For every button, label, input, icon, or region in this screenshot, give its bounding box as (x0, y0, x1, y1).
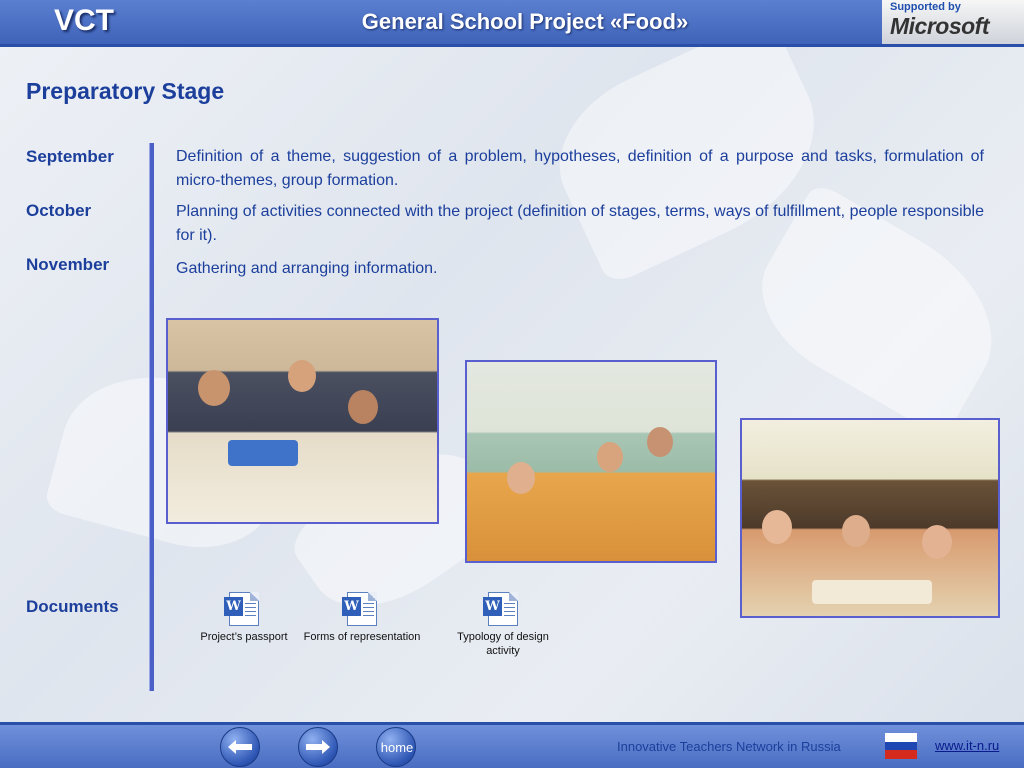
word-document-icon: W (347, 592, 377, 626)
document-label: Project’s passport (200, 631, 288, 643)
document-link-passport[interactable] (184, 592, 304, 644)
classroom-photo (465, 360, 717, 563)
network-name: Innovative Teachers Network in Russia (617, 739, 841, 754)
arrow-right-icon (306, 740, 330, 754)
section-title: Preparatory Stage (26, 78, 225, 104)
microsoft-badge (882, 0, 1024, 44)
stage-description: Planning of activities connected with the project (definition of stages, terms, ways of fulfillment, people responsible for it). (176, 203, 984, 244)
home-label: home (380, 740, 414, 755)
classroom-photo (166, 318, 439, 524)
blue-box (228, 440, 298, 466)
student-head (842, 515, 870, 547)
previous-button[interactable] (220, 727, 260, 767)
russian-flag-icon (885, 733, 917, 759)
student-head (762, 510, 792, 544)
documents-label: Documents (26, 597, 119, 616)
vct-logo: VCT (54, 4, 114, 37)
student-head (288, 360, 316, 392)
month-label: November (26, 255, 110, 274)
student-head (597, 442, 623, 472)
document-link-forms[interactable] (302, 592, 422, 644)
classroom-photo (740, 418, 1000, 618)
stage-description: Definition of a theme, suggestion of a problem, hypotheses, definition of a purpose and tasks, formulation of micro-themes, group formation. (176, 148, 984, 189)
student-head (647, 427, 673, 457)
word-document-icon: W (488, 592, 518, 626)
student-head (507, 462, 535, 494)
document-link-typology[interactable] (443, 592, 563, 658)
vertical-divider (149, 143, 154, 691)
microsoft-logo: Microsoft (890, 13, 989, 39)
footer-bar (0, 725, 1024, 768)
document-label: Forms of representation (303, 631, 421, 643)
header-divider (0, 44, 1024, 47)
arrow-left-icon (228, 740, 252, 754)
page-title: General School Project «Food» (361, 9, 689, 34)
home-button[interactable] (376, 727, 416, 767)
header-bar (0, 0, 1024, 46)
student-head (198, 370, 230, 406)
next-button[interactable] (298, 727, 338, 767)
stage-description: Gathering and arranging information. (176, 260, 438, 277)
student-head (922, 525, 952, 559)
website-link[interactable]: www.it-n.ru (935, 738, 1000, 753)
month-label: October (26, 201, 92, 220)
word-document-icon: W (229, 592, 259, 626)
month-label: September (26, 147, 114, 166)
document-label: Typology of design activity (457, 631, 549, 657)
open-books (812, 580, 932, 604)
sponsor-line: Supported by (890, 1, 961, 13)
student-head (348, 390, 378, 424)
